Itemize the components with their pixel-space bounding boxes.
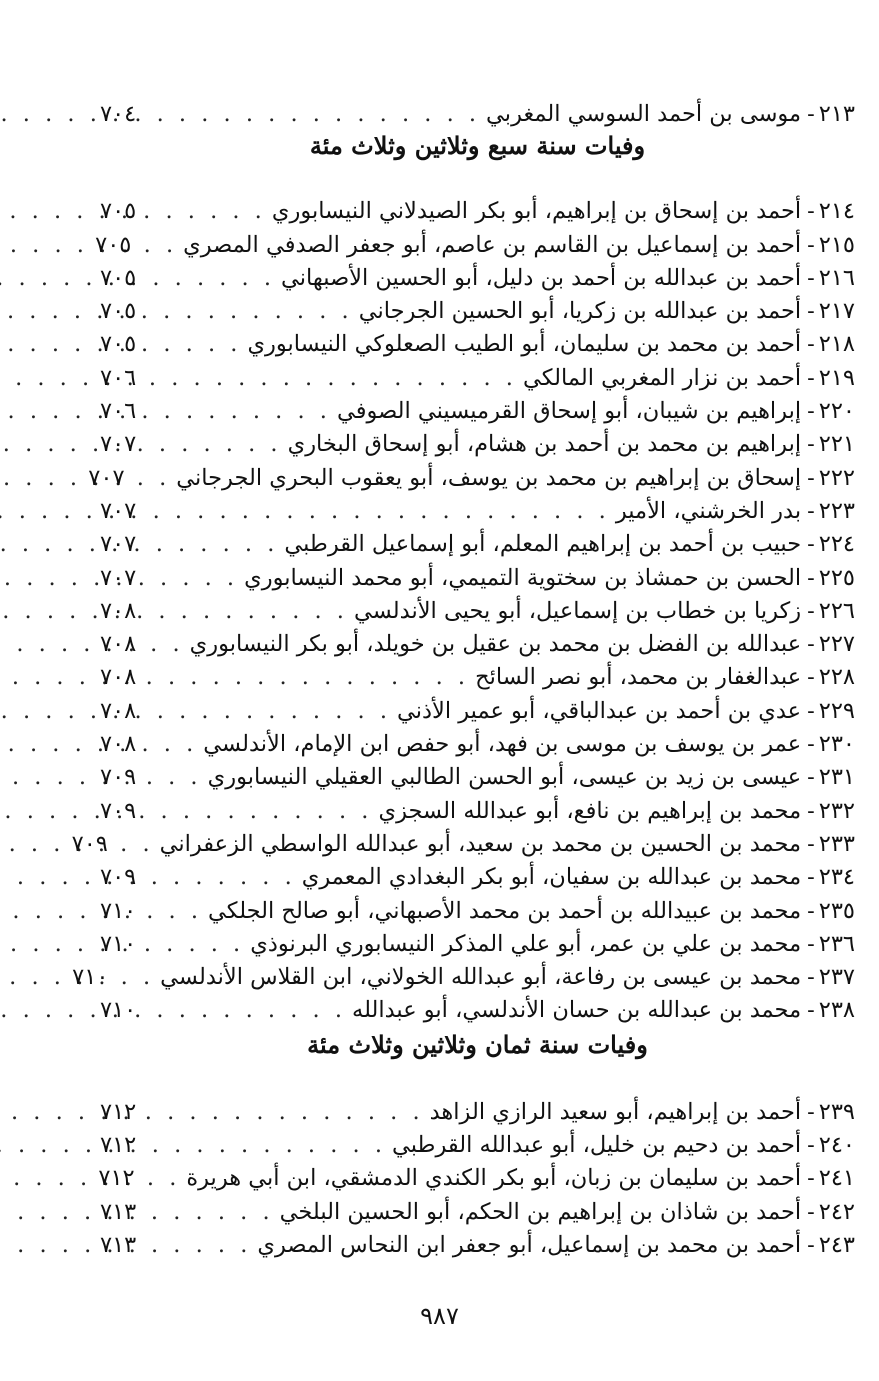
index-entry [100,795,855,828]
index-entry [100,562,855,595]
index-entry [100,928,855,961]
entry-dash: - [807,930,815,957]
leader-dots [146,628,190,661]
entry-dash: - [807,531,815,558]
entry-number: ٢٤٠ [818,1132,855,1159]
leader-dots [146,262,281,295]
entry-page-number: ٧١٠ [100,897,137,924]
entry-page-number: ٧٠٨ [100,731,137,758]
entry-dash: - [807,1132,815,1159]
index-page [71,98,855,1262]
entry-page-number: ٧٠٥ [100,298,137,325]
entry-dash: - [807,764,815,791]
entry-number: ٢٢١ [818,431,855,458]
index-entry [100,695,855,728]
entry-dash: - [807,398,815,425]
entry-title: أحمد بن عبدالله بن أحمد بن دليل، أبو الحسين الأصبهاني [281,264,802,291]
entry-number: ٢٣٢ [818,797,855,824]
entry-dash: - [807,731,815,758]
entry-title: محمد بن عبدالله بن حسان الأندلسي، أبو عبدالله [352,997,802,1024]
entry-title: أحمد بن إسماعيل بن القاسم بن عاصم، أبو جعفر الصدفي المصري [183,231,802,258]
entry-title: أحمد بن محمد بن إسماعيل، أبو جعفر ابن النحاس المصري [257,1231,802,1258]
entry-title: أحمد بن نزار المغربي المالكي [522,364,802,391]
index-entry [100,861,855,894]
entry-number: ٢٣٥ [818,897,855,924]
entry-number: ٢٤٣ [818,1231,855,1258]
index-entry [100,1229,855,1262]
entry-dash: - [807,364,815,391]
entry-dash: - [807,331,815,358]
entry-title: عبدالله بن الفضل بن محمد بن عقيل بن خويلد، أبو بكر النيسابوري [189,631,802,658]
leader-dots [146,328,247,361]
entry-number: ٢١٩ [818,364,855,391]
entry-dash: - [807,1165,815,1192]
entry-page-number: ٧٠٧ [100,531,137,558]
entry-page-number: ٧١٢ [100,1098,137,1125]
entry-number: ٢٣١ [818,764,855,791]
entry-dash: - [807,464,815,491]
entry-page-number: ٧٠٦ [100,364,137,391]
entry-title: أحمد بن دحيم بن خليل، أبو عبدالله القرطبي [392,1132,802,1159]
entry-number: ٢٤١ [818,1165,855,1192]
entry-page-number: ٧٠٨ [100,631,137,658]
entry-number: ٢٢٨ [818,664,855,691]
entry-number: ٢٣٣ [818,830,855,857]
entry-page-number: ٧٠٨ [100,697,137,724]
leader-dots [134,462,176,495]
index-entry [100,295,855,328]
entry-dash: - [807,631,815,658]
entry-page-number: ٧١٠ [72,964,109,991]
entry-title: أحمد بن عبدالله بن زكريا، أبو الحسين الجرجاني [358,298,802,325]
entry-title: عبدالغفار بن محمد، أبو نصر السائح [475,664,802,691]
entry-page-number: ٧١٣ [100,1198,137,1225]
leader-dots [146,362,523,395]
entry-page-number: ٧٠٧ [100,431,137,458]
entry-number: ٢١٥ [818,231,855,258]
entry-number: ٢٣٤ [818,864,855,891]
index-entry [100,895,855,928]
index-entry [100,628,855,661]
entry-page-number: ٧٠٤ [100,101,137,127]
entry-dash: - [807,964,815,991]
entry-dash: - [807,597,815,624]
leader-dots [146,728,203,761]
leader-dots [146,1196,280,1229]
entry-page-number: ٧٠٨ [100,664,137,691]
entry-dash: - [807,101,815,127]
entry-number: ٢١٣ [818,101,855,127]
leader-dots [118,828,160,861]
entry-dash: - [807,1198,815,1225]
leader-dots [141,229,183,262]
index-entry [100,1162,855,1195]
entry-title: محمد بن علي بن عمر، أبو علي المذكر النيسابوري البرنوذي [250,930,802,957]
leader-dots [146,661,475,694]
entry-page-number: ٧٠٥ [100,198,137,225]
entry-number: ٢٢٣ [818,497,855,524]
entry-title: زكريا بن خطاب بن إسماعيل، أبو يحيى الأندلسي [353,597,802,624]
entry-number: ٢٢٥ [818,564,855,591]
entry-title: إسحاق بن إبراهيم بن محمد بن يوسف، أبو يعقوب البحري الجرجاني [176,464,802,491]
entry-title: محمد بن عبيدالله بن أحمد بن محمد الأصبهاني، أبو صالح الجلكي [208,897,802,924]
index-entry [88,462,855,495]
entry-title: محمد بن عيسى بن رفاعة، أبو عبدالله الخولاني، ابن القلاس الأندلسي [160,964,802,991]
index-entry [100,728,855,761]
leader-dots [146,428,288,461]
entry-page-number: ٧١٢ [100,1132,137,1159]
leader-dots [146,395,337,428]
leader-dots [146,528,284,561]
index-entry [100,661,855,694]
leader-dots [146,994,352,1027]
entry-page-number: ٧١٠ [100,930,137,957]
entry-number: ٢٤٢ [818,1198,855,1225]
entry-page-number: ٧٠٥ [100,331,137,358]
index-entry [72,961,855,994]
entry-number: ٢٣٩ [818,1098,855,1125]
entry-number: ٢١٧ [818,298,855,325]
index-entry [100,761,855,794]
entry-dash: - [807,298,815,325]
index-entry [100,98,855,131]
index-entry [100,362,855,395]
index-entry [100,262,855,295]
index-entry [100,595,855,628]
index-entry [100,1196,855,1229]
index-entry [95,229,855,262]
entry-dash: - [807,797,815,824]
leader-dots [144,1162,186,1195]
leader-dots [146,495,616,528]
entry-page-number: ٧١٢ [98,1165,135,1192]
entry-title: بدر الخرشني، الأمير [615,497,802,524]
entry-title: محمد بن الحسين بن محمد بن سعيد، أبو عبدالله الواسطي الزعفراني [159,830,802,857]
entry-page-number: ٧١٣ [100,1231,137,1258]
index-entry [100,1129,855,1162]
entry-page-number: ٧٠٧ [100,497,137,524]
entry-number: ٢١٨ [818,331,855,358]
entry-number: ٢٢٤ [818,531,855,558]
entry-number: ٢٢٦ [818,597,855,624]
entry-dash: - [807,564,815,591]
entry-page-number: ٧٠٩ [100,797,137,824]
entry-number: ٢٣٦ [818,930,855,957]
entry-page-number: ٧٠٩ [100,764,137,791]
leader-dots [146,595,354,628]
leader-dots [146,928,250,961]
index-entry [100,328,855,361]
leader-dots [146,98,486,131]
entry-dash: - [807,664,815,691]
entry-title: الحسن بن حمشاذ بن سختوية التميمي، أبو محمد النيسابوري [244,564,802,591]
entry-title: عمر بن يوسف بن موسى بن فهد، أبو حفص ابن الإمام، الأندلسي [203,731,802,758]
page-number: ٩٨٧ [420,1302,459,1330]
entry-dash: - [807,897,815,924]
entry-page-number: ٧٠٩ [100,864,137,891]
entry-dash: - [807,431,815,458]
leader-dots [118,961,160,994]
index-entry [100,495,855,528]
entry-title: محمد بن إبراهيم بن نافع، أبو عبدالله السجزي [378,797,802,824]
entry-number: ٢٢٧ [818,631,855,658]
entry-number: ٢٣٠ [818,731,855,758]
entry-page-number: ٧٠٧ [88,464,125,491]
entry-number: ٢٣٨ [818,997,855,1024]
index-entry [100,428,855,461]
leader-dots [146,895,208,928]
entry-dash: - [807,497,815,524]
entry-dash: - [807,1098,815,1125]
leader-dots [146,1096,430,1129]
entry-page-number: ٧٠٦ [100,398,137,425]
entry-page-number: ٧١٠ [100,997,137,1024]
entry-dash: - [807,864,815,891]
entry-title: أحمد بن محمد بن سليمان، أبو الطيب الصعلوكي النيسابوري [247,331,802,358]
leader-dots [146,562,244,595]
index-entry [100,528,855,561]
entry-number: ٢٢٩ [818,697,855,724]
index-entry [100,994,855,1027]
entry-title: محمد بن عبدالله بن سفيان، أبو بكر البغدادي المعمري [301,864,802,891]
entry-title: إبراهيم بن شيبان، أبو إسحاق القرميسيني الصوفي [336,398,802,425]
index-entry [100,195,855,228]
leader-dots [146,795,378,828]
entry-dash: - [807,231,815,258]
section-heading: وفيات سنة سبع وثلاثين وثلاث مئة [309,131,646,161]
entry-title: حبيب بن أحمد بن إبراهيم المعلم، أبو إسماعيل القرطبي [284,531,802,558]
entry-number: ٢٣٧ [818,964,855,991]
leader-dots [146,1129,392,1162]
index-entry [100,395,855,428]
leader-dots [146,861,302,894]
entry-title: أحمد بن سليمان بن زبان، أبو بكر الكندي الدمشقي، ابن أبي هريرة [186,1165,802,1192]
entry-page-number: ٧٠٩ [71,830,108,857]
entry-title: عدي بن أحمد بن عبدالباقي، أبو عمير الأذني [397,697,802,724]
entry-page-number: ٧٠٥ [100,264,137,291]
section-heading: وفيات سنة ثمان وثلاثين وثلاث مئة [307,1029,648,1059]
entry-dash: - [807,198,815,225]
leader-dots [146,761,208,794]
entry-dash: - [807,997,815,1024]
entry-number: ٢٢٠ [818,398,855,425]
index-entry [100,1096,855,1129]
entry-number: ٢١٤ [818,198,855,225]
entry-title: عيسى بن زيد بن عيسى، أبو الحسن الطالبي العقيلي النيسابوري [207,764,802,791]
leader-dots [146,695,397,728]
leader-dots [146,1229,257,1262]
entry-page-number: ٧٠٨ [100,597,137,624]
entry-dash: - [807,1231,815,1258]
entry-title: إبراهيم بن محمد بن أحمد بن هشام، أبو إسحاق البخاري [287,431,802,458]
entry-title: أحمد بن إبراهيم، أبو سعيد الرازي الزاهد [429,1098,802,1125]
entry-dash: - [807,697,815,724]
entry-number: ٢١٦ [818,264,855,291]
entry-dash: - [807,264,815,291]
entry-page-number: ٧٠٥ [95,231,132,258]
index-entry [71,828,855,861]
leader-dots [146,295,359,328]
entry-title: موسى بن أحمد السوسي المغربي [486,101,802,127]
entry-number: ٢٢٢ [818,464,855,491]
entry-title: أحمد بن إسحاق بن إبراهيم، أبو بكر الصيدلاني النيسابوري [271,198,802,225]
entry-title: أحمد بن شاذان بن إبراهيم بن الحكم، أبو الحسين البلخي [279,1198,802,1225]
entry-page-number: ٧٠٧ [100,564,137,591]
entry-dash: - [807,830,815,857]
leader-dots [146,195,272,228]
